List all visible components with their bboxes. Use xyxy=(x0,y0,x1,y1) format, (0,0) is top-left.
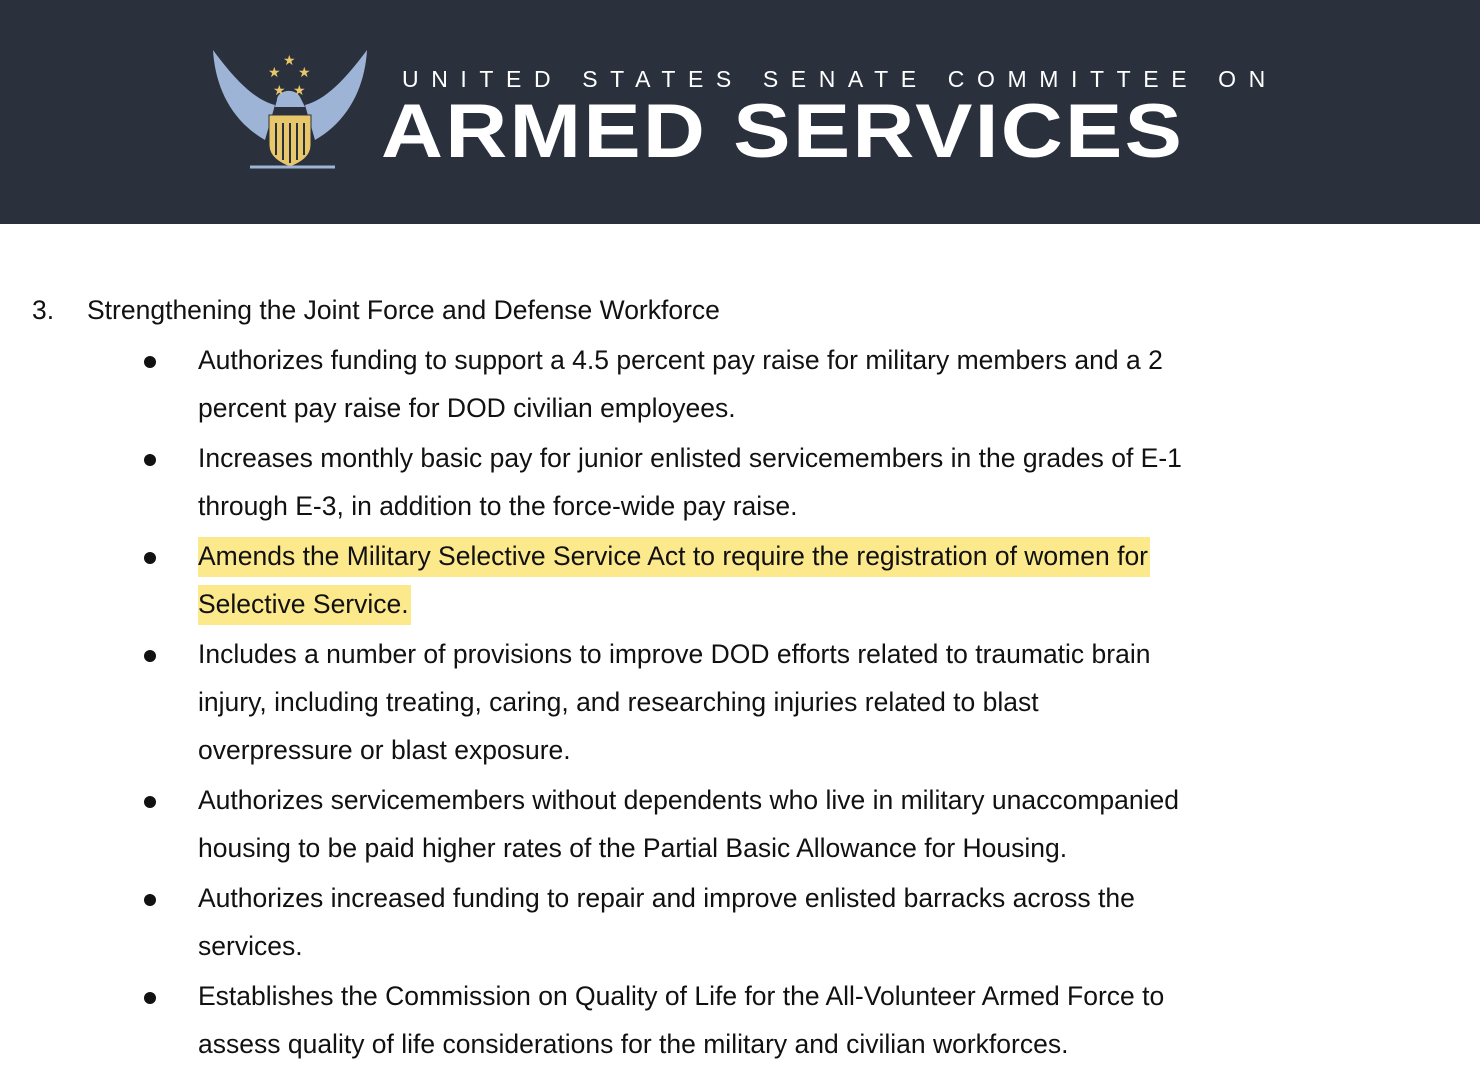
bullet-line xyxy=(198,434,1480,482)
bullet-dot-icon xyxy=(144,796,156,808)
eagle-seal-logo xyxy=(205,45,375,175)
bullet-line xyxy=(198,824,1480,872)
highlighted-text: Selective Service. xyxy=(198,585,411,625)
bullet-line xyxy=(198,630,1480,678)
header-banner xyxy=(0,0,1480,224)
bullet-line xyxy=(198,726,1480,774)
bullet-line xyxy=(198,482,1480,530)
bullet-line xyxy=(198,1020,1480,1068)
bullet-item xyxy=(0,874,1480,970)
bullet-line xyxy=(198,384,1480,432)
bullet-text: Authorizes increased funding to repair and improve enlisted barracks across the xyxy=(198,883,1135,913)
bullet-item xyxy=(0,532,1480,628)
bullet-list xyxy=(0,336,1480,1068)
svg-text:★: ★ xyxy=(268,65,281,81)
header-subtitle: UNITED STATES SENATE COMMITTEE ON xyxy=(402,66,1278,92)
bullet-line xyxy=(198,776,1480,824)
svg-text:★: ★ xyxy=(298,65,311,81)
bullet-text: Establishes the Commission on Quality of Life for the All-Volunteer Armed Force to xyxy=(198,981,1165,1011)
bullet-line xyxy=(198,922,1480,970)
header-title: ARMED SERVICES xyxy=(381,89,1185,174)
bullet-line xyxy=(198,678,1480,726)
svg-text:★: ★ xyxy=(293,83,306,99)
bullet-dot-icon xyxy=(144,650,156,662)
bullet-text: Includes a number of provisions to improve DOD efforts related to traumatic brain xyxy=(198,639,1151,669)
bullet-item xyxy=(0,434,1480,530)
bullet-dot-icon xyxy=(144,894,156,906)
section-heading xyxy=(0,286,1480,334)
bullet-line xyxy=(198,874,1480,922)
section-title: Strengthening the Joint Force and Defense Workforce xyxy=(87,295,720,325)
bullet-dot-icon xyxy=(144,356,156,368)
section-number: 3. xyxy=(32,295,55,325)
bullet-dot-icon xyxy=(144,552,156,564)
svg-text:★: ★ xyxy=(283,53,296,69)
bullet-text: Authorizes servicemembers without dependents who live in military unaccompanied xyxy=(198,785,1179,815)
bullet-item xyxy=(0,336,1480,432)
svg-text:★: ★ xyxy=(273,83,286,99)
bullet-text: housing to be paid higher rates of the Partial Basic Allowance for Housing. xyxy=(198,833,1068,863)
bullet-text: services. xyxy=(198,931,303,961)
bullet-text: assess quality of life considerations for the military and civilian workforces. xyxy=(198,1029,1069,1059)
bullet-text: injury, including treating, caring, and researching injuries related to blast xyxy=(198,687,1039,717)
bullet-dot-icon xyxy=(144,992,156,1004)
bullet-item xyxy=(0,630,1480,774)
bullet-dot-icon xyxy=(144,454,156,466)
bullet-item xyxy=(0,776,1480,872)
bullet-text: Increases monthly basic pay for junior enlisted servicemembers in the grades of E-1 xyxy=(198,443,1182,473)
document-body xyxy=(0,286,1480,1068)
bullet-line xyxy=(198,336,1480,384)
bullet-text: Authorizes funding to support a 4.5 percent pay raise for military members and a 2 xyxy=(198,345,1163,375)
bullet-text: overpressure or blast exposure. xyxy=(198,735,571,765)
bullet-line xyxy=(198,580,1480,628)
bullet-item xyxy=(0,972,1480,1068)
bullet-text: percent pay raise for DOD civilian employees. xyxy=(198,393,736,423)
bullet-line xyxy=(198,972,1480,1020)
highlighted-text: Amends the Military Selective Service Act to require the registration of women for xyxy=(198,537,1150,577)
bullet-line xyxy=(198,532,1480,580)
bullet-text: through E-3, in addition to the force-wide pay raise. xyxy=(198,491,798,521)
